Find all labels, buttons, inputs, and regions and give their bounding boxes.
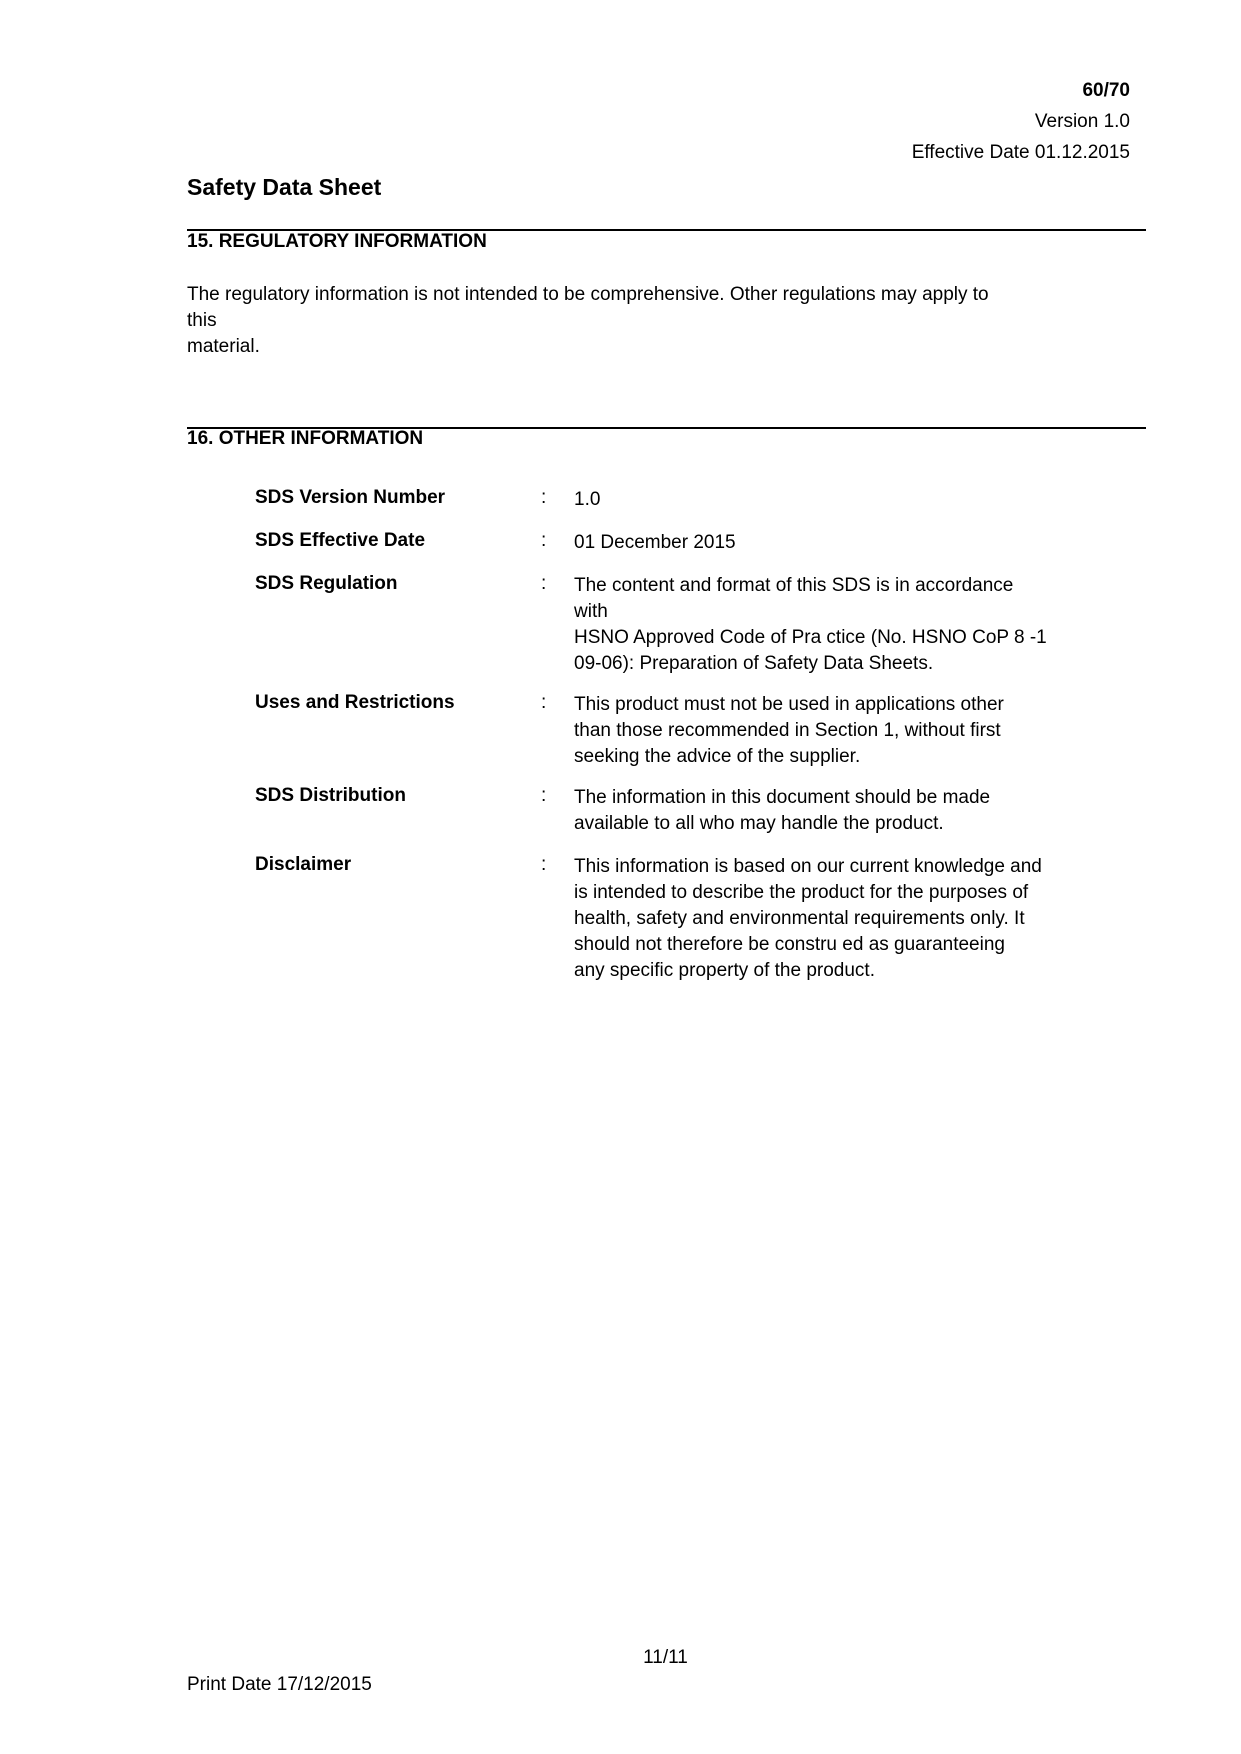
info-value-line: should not therefore be constru ed as guaranteeing — [574, 934, 1005, 955]
section-15-body-line: material. — [187, 336, 260, 357]
info-label: SDS Regulation — [255, 573, 398, 594]
info-label: SDS Distribution — [255, 785, 406, 806]
info-value — [574, 785, 1104, 837]
info-value-line: with — [574, 601, 608, 622]
info-value-line: The content and format of this SDS is in accordance — [574, 575, 1014, 596]
info-colon: : — [541, 785, 547, 806]
info-value-line: 01 December 2015 — [574, 532, 736, 553]
info-value-line: This product must not be used in applications other — [574, 694, 1004, 715]
print-date: Print Date 17/12/2015 — [187, 1674, 372, 1695]
info-colon: : — [541, 487, 547, 508]
info-value — [574, 692, 1104, 770]
info-value-line: available to all who may handle the product. — [574, 813, 944, 834]
info-value-line: 1.0 — [574, 489, 601, 510]
info-value-line: seeking the advice of the supplier. — [574, 746, 861, 767]
section-15-body-line: this — [187, 310, 217, 331]
version-label: Version 1.0 — [1034, 111, 1130, 132]
section-15-body-line: The regulatory information is not intended to be comprehensive. Other regulations may apply to — [187, 284, 989, 305]
page-count: 60/70 — [1082, 80, 1130, 101]
info-value-line: The information in this document should be made — [574, 787, 991, 808]
info-value-line: is intended to describe the product for the purposes of — [574, 882, 1029, 903]
info-value-line: than those recommended in Section 1, without first — [574, 720, 1001, 741]
info-value — [574, 530, 1104, 556]
document-title: Safety Data Sheet — [187, 174, 382, 200]
info-value — [574, 854, 1104, 984]
info-value — [574, 487, 1104, 513]
info-label: SDS Effective Date — [255, 530, 426, 551]
section-15-heading: 15. REGULATORY INFORMATION — [187, 231, 487, 252]
info-label: Uses and Restrictions — [255, 692, 455, 713]
page-number: 11/11 — [643, 1647, 688, 1668]
info-label: SDS Version Number — [255, 487, 446, 508]
section-16-heading: 16. OTHER INFORMATION — [187, 428, 424, 449]
info-value-line: This information is based on our current knowledge and — [574, 856, 1042, 877]
effective-date-label: Effective Date 01.12.2015 — [911, 142, 1130, 163]
info-colon: : — [541, 530, 547, 551]
section-15-body — [187, 282, 1107, 360]
info-colon: : — [541, 692, 547, 713]
info-colon: : — [541, 573, 547, 594]
info-value — [574, 573, 1104, 677]
info-value-line: any specific property of the product. — [574, 960, 875, 981]
info-colon: : — [541, 854, 547, 875]
info-label: Disclaimer — [255, 854, 352, 875]
info-value-line: HSNO Approved Code of Pra ctice (No. HSNO CoP 8 -1 — [574, 627, 1047, 648]
info-value-line: 09-06): Preparation of Safety Data Sheets. — [574, 653, 934, 674]
info-value-line: health, safety and environmental requirements only. It — [574, 908, 1025, 929]
